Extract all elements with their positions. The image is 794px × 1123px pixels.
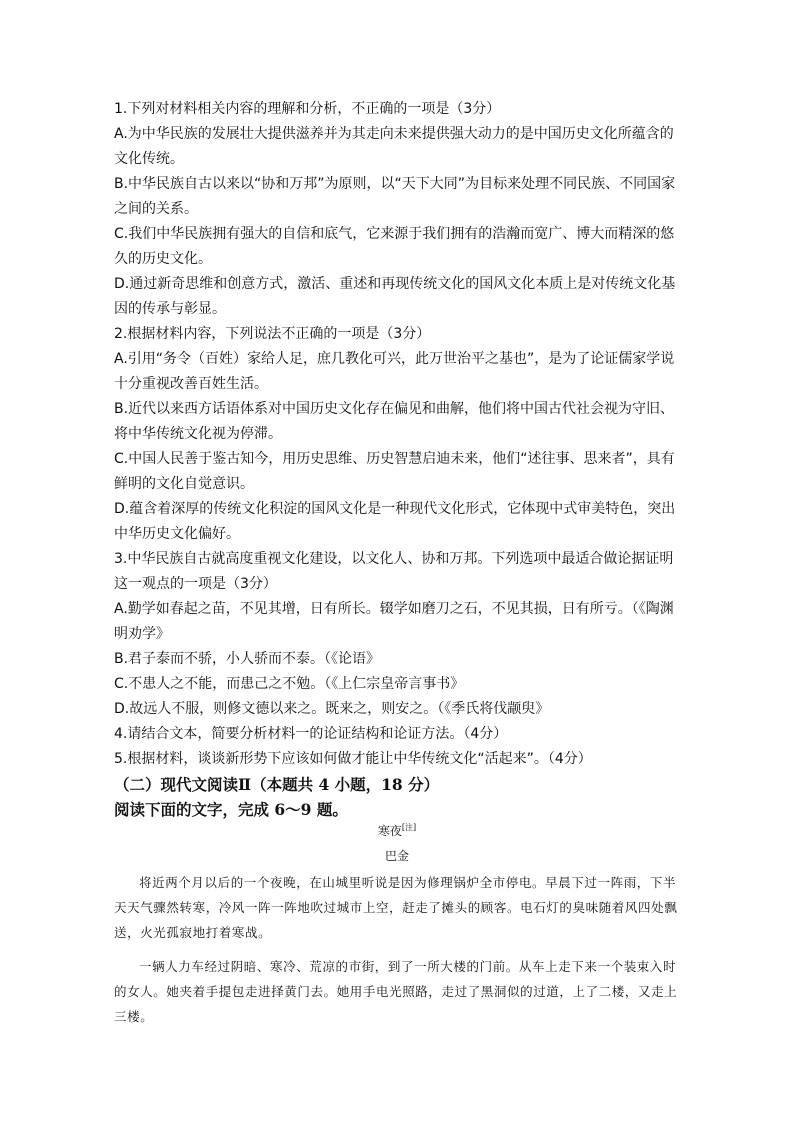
question-5-stem: 5.根据材料，谈谈新形势下应该如何做才能让中华传统文化“活起来”。（4分） (114, 751, 592, 767)
section-header (114, 772, 694, 822)
question-3-stem: 3.中华民族自古就高度重视文化建设，以文化人、协和万邦。下列选项中最适合做论据证明这一观点的一项是（3分） (114, 551, 674, 592)
story-body (114, 870, 684, 1029)
section-heading: （二）现代文阅读Ⅱ（本题共 4 小题，18 分） (114, 775, 440, 794)
question-3-option-a: A.勤学如春起之苗，不见其增，日有所长。辍学如磨刀之石，不见其损，日有所亏。（《陶渊明劝学》 (114, 601, 674, 642)
question-2-option-d: D.蕴含着深厚的传统文化积淀的国风文化是一种现代文化形式，它体现中式审美特色，突出中华历史文化偏好。 (114, 501, 676, 542)
story-paragraph-1: 将近两个月以后的一个夜晚，在山城里听说是因为修理锅炉全市停电。早晨下过一阵雨，下半天天气骤然转寒，冷风一阵一阵地吹过城市上空，赶走了摊头的顾客。电石灯的臭味随着风四处飘送，火光孤寂地打着寒战。 (114, 875, 678, 940)
question-3-option-c: C.不患人之不能，而患己之不勉。（《上仁宗皇帝言事书》 (114, 676, 465, 692)
story-title-text: 寒夜 (377, 824, 402, 838)
questions-block (114, 97, 684, 772)
question-1-option-c: C.我们中华民族拥有强大的自信和底气，它来源于我们拥有的浩瀚而宽广、博大而精深的悠久的历史文化。 (114, 226, 675, 267)
story-title-note: [注] (401, 823, 417, 832)
story-author-text: 巴金 (384, 849, 409, 863)
story-author (0, 847, 794, 864)
question-4-stem: 4.请结合文本，简要分析材料一的论证结构和论证方法。（4分） (114, 726, 508, 742)
question-2-option-b: B.近代以来西方话语体系对中国历史文化存在偏见和曲解，他们将中国古代社会视为守旧、将中华传统文化视为停滞。 (114, 401, 675, 442)
question-2-option-c: C.中国人民善于鉴古知今，用历史思维、历史智慧启迪未来，他们“述往事、思来者”，具有鲜明的文化自觉意识。 (114, 451, 675, 492)
question-1-stem: 1.下列对材料相关内容的理解和分析，不正确的一项是（3分） (114, 101, 501, 117)
question-1-option-d: D.通过新奇思维和创意方式，激活、重述和再现传统文化的国风文化本质上是对传统文化基因的传承与彰显。 (114, 276, 676, 317)
question-1-option-b: B.中华民族自古以来以“协和万邦”为原则，以“天下大同”为目标来处理不同民族、不同国家之间的关系。 (114, 176, 676, 217)
question-1-option-a: A.为中华民族的发展壮大提供滋养并为其走向未来提供强大动力的是中国历史文化所蕴含的文化传统。 (114, 126, 674, 167)
story-title (0, 822, 794, 839)
question-2-option-a: A.引用“务令（百姓）家给人足，庶几教化可兴，此万世治平之基也”，是为了论证儒家学说十分重视改善百姓生活。 (114, 351, 675, 392)
question-3-option-d: D.故远人不服，则修文德以来之。既来之，则安之。（《季氏将伐颛臾》 (114, 701, 550, 717)
question-3-option-b: B.君子泰而不骄，小人骄而不泰。（《论语》 (114, 651, 381, 667)
question-2-stem: 2.根据材料内容，下列说法不正确的一项是（3分） (114, 326, 431, 342)
section-instruction: 阅读下面的文字，完成 6～9 题。 (114, 800, 348, 819)
story-paragraph-2: 一辆人力车经过阴暗、寒冷、荒凉的市街，到了一所大楼的门前。从车上走下来一个装束入时的女人。她夹着手提包走进择黄门去。她用手电光照路，走过了黑洞似的过道，上了二楼，又走上三楼。 (114, 959, 678, 1024)
